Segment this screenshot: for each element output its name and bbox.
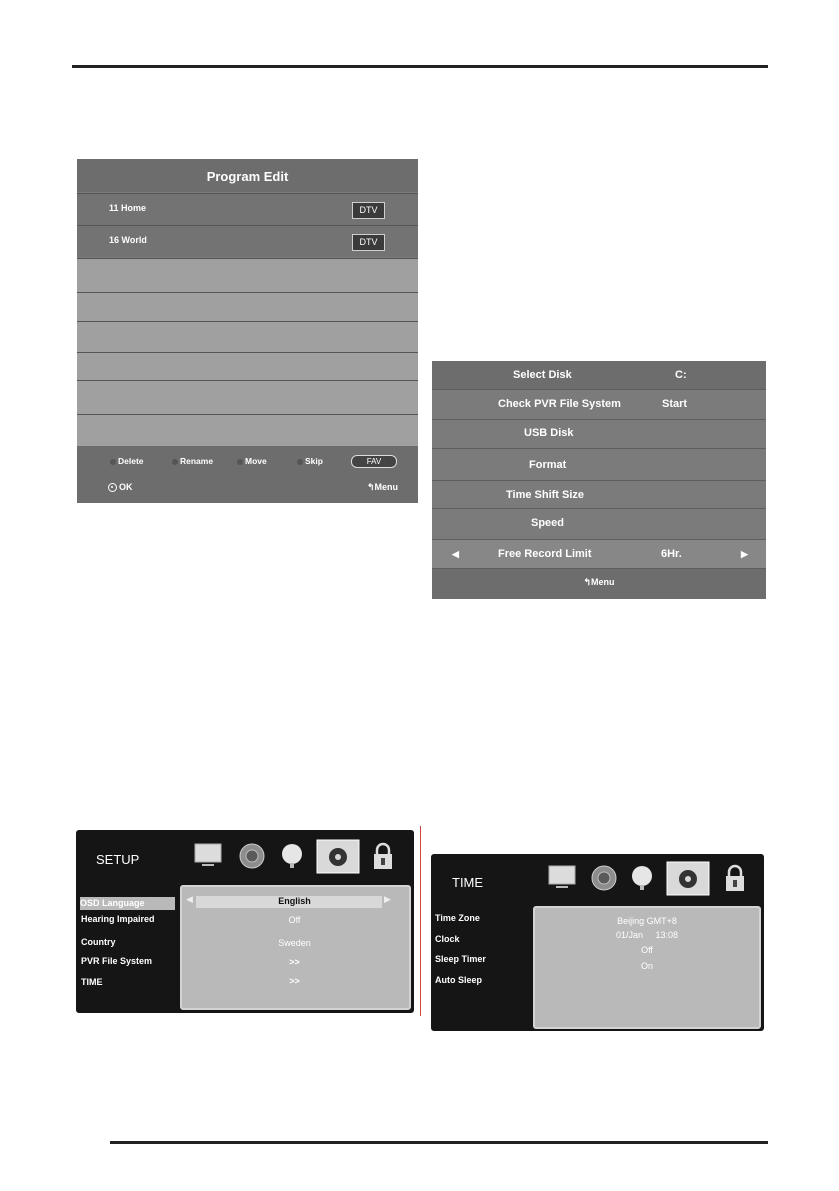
channel-name: 16 World xyxy=(109,235,147,245)
value-osd-language: English xyxy=(278,896,311,906)
empty-row xyxy=(77,352,418,380)
value-pvr-file-system[interactable]: >> xyxy=(289,957,300,967)
menu-hint[interactable] xyxy=(367,482,398,493)
lock-icon[interactable] xyxy=(372,842,394,872)
return-icon: ↰ xyxy=(367,482,375,492)
value-hearing-impaired: Off xyxy=(288,915,301,925)
bottom-rule xyxy=(110,1141,768,1144)
channel-row[interactable] xyxy=(77,193,418,225)
value-auto-sleep: On xyxy=(640,961,653,971)
empty-row xyxy=(77,321,418,352)
time-menu-panel xyxy=(431,854,764,1031)
value-clock: 01/Jan 13:08 xyxy=(615,930,679,940)
menu-item-pvr-file-system[interactable]: PVR File System xyxy=(81,956,153,966)
top-rule xyxy=(72,65,768,68)
menu-item-hearing-impaired[interactable]: Hearing Impaired xyxy=(81,914,155,924)
menu-item-osd-language[interactable]: OSD Language xyxy=(80,897,175,910)
row-label: Select Disk xyxy=(513,369,572,381)
row-label: USB Disk xyxy=(524,427,574,439)
yellow-dot-icon xyxy=(237,459,243,465)
select-disk-row[interactable] xyxy=(432,361,766,390)
row-value: Start xyxy=(662,398,688,410)
program-edit-panel xyxy=(77,159,418,503)
menu-label: Menu xyxy=(591,577,615,587)
speed-row[interactable] xyxy=(432,509,766,540)
row-label: Check PVR File System xyxy=(498,398,621,410)
rename-label: Rename xyxy=(180,456,214,466)
dtv-badge: DTV xyxy=(352,202,385,219)
rename-key[interactable] xyxy=(172,456,213,466)
program-edit-footer xyxy=(77,446,418,503)
right-arrow-icon[interactable]: ▶ xyxy=(741,549,748,559)
fav-button[interactable]: FAV xyxy=(351,455,397,468)
row-value: 6Hr. xyxy=(661,548,682,560)
green-dot-icon xyxy=(172,459,178,465)
setup-gear-icon[interactable] xyxy=(316,836,360,874)
time-shift-row[interactable] xyxy=(432,481,766,509)
time-title: TIME xyxy=(452,875,484,890)
skip-label: Skip xyxy=(305,456,323,466)
empty-row xyxy=(77,258,418,292)
picture-icon[interactable] xyxy=(279,842,305,870)
setup-title: SETUP xyxy=(96,852,140,867)
move-label: Move xyxy=(245,456,267,466)
value-sleep-timer: Off xyxy=(641,945,653,955)
move-key[interactable] xyxy=(237,456,267,466)
skip-key[interactable] xyxy=(297,456,323,466)
row-label: Format xyxy=(529,459,567,471)
delete-label: Delete xyxy=(118,456,144,466)
empty-row xyxy=(77,380,418,414)
menu-item-clock[interactable]: Clock xyxy=(435,934,460,944)
setup-content-area xyxy=(180,885,411,1010)
pvr-menu-panel xyxy=(432,361,766,599)
left-arrow-icon[interactable]: ◀ xyxy=(186,894,193,904)
ok-label: OK xyxy=(119,482,133,492)
left-arrow-icon[interactable]: ◀ xyxy=(452,549,459,559)
delete-key[interactable] xyxy=(110,456,144,466)
red-dot-icon xyxy=(110,459,116,465)
tv-icon[interactable] xyxy=(547,862,577,894)
right-arrow-icon[interactable]: ▶ xyxy=(384,894,391,904)
row-value: C: xyxy=(675,369,687,381)
usb-disk-row[interactable] xyxy=(432,420,766,449)
setup-menu-panel xyxy=(76,830,414,1013)
menu-label: Menu xyxy=(374,482,399,492)
lock-icon[interactable] xyxy=(724,864,746,894)
menu-item-auto-sleep[interactable]: Auto Sleep xyxy=(435,975,483,985)
channel-name: 11 Home xyxy=(109,203,147,213)
row-label: Free Record Limit xyxy=(498,548,592,560)
menu-item-time-zone[interactable]: Time Zone xyxy=(435,913,480,923)
free-record-limit-row[interactable] xyxy=(432,540,766,569)
tv-icon[interactable] xyxy=(193,840,223,872)
row-label: Time Shift Size xyxy=(506,489,585,501)
ok-icon xyxy=(108,483,117,492)
ok-hint xyxy=(108,482,133,492)
channel-row[interactable] xyxy=(77,225,418,257)
pvr-menu-footer[interactable] xyxy=(432,569,766,599)
program-edit-title: Program Edit xyxy=(77,159,418,192)
value-country: Sweden xyxy=(278,938,311,948)
menu-item-country[interactable]: Country xyxy=(81,937,116,947)
value-time[interactable]: >> xyxy=(289,976,300,986)
empty-row xyxy=(77,292,418,321)
menu-item-sleep-timer[interactable]: Sleep Timer xyxy=(435,954,486,964)
setup-gear-icon[interactable] xyxy=(666,858,710,896)
sound-icon[interactable] xyxy=(238,842,266,870)
picture-icon[interactable] xyxy=(629,864,655,892)
empty-row xyxy=(77,414,418,446)
value-time-zone: Beijing GMT+8 xyxy=(617,916,677,926)
divider-line xyxy=(420,826,421,1016)
blue-dot-icon xyxy=(297,459,303,465)
row-label: Speed xyxy=(531,517,565,529)
time-content-area xyxy=(533,906,761,1029)
menu-item-time[interactable]: TIME xyxy=(81,977,103,987)
format-row[interactable] xyxy=(432,449,766,481)
dtv-badge: DTV xyxy=(352,234,385,251)
sound-icon[interactable] xyxy=(590,864,618,892)
check-pvr-row[interactable] xyxy=(432,390,766,420)
return-icon: ↰ xyxy=(583,577,592,587)
